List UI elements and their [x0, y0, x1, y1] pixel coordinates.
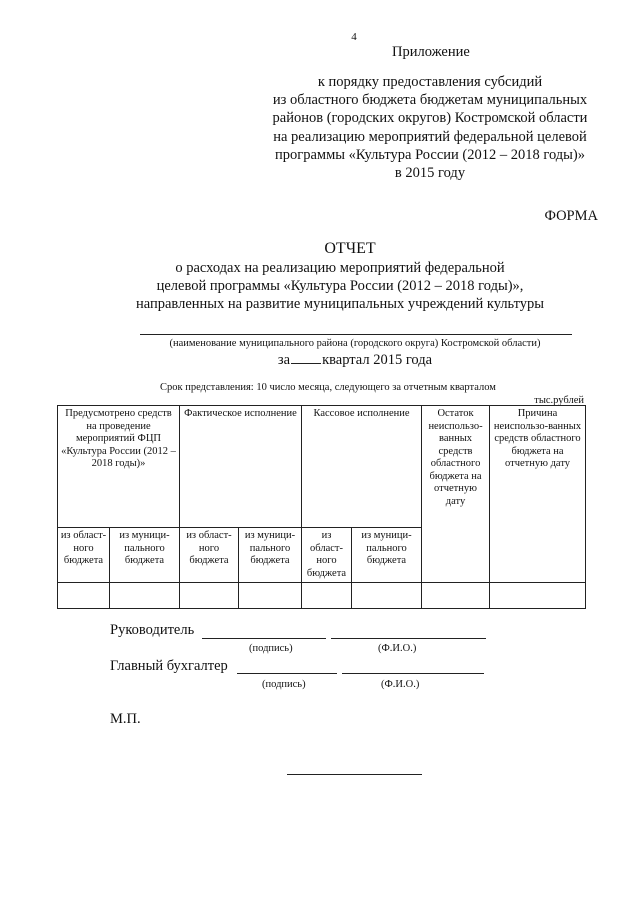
separator-line [287, 774, 422, 775]
appendix-line: районов (городских округов) Костромской области [272, 110, 588, 127]
report-title: ОТЧЕТ [324, 240, 376, 257]
appendix-line: программы «Культура России (2012 – 2018 годы)» [275, 146, 585, 163]
head-name-caption: (Ф.И.О.) [378, 643, 417, 654]
quarter-blank-field[interactable] [291, 352, 321, 364]
appendix-line: в 2015 году [394, 165, 466, 182]
report-period [130, 352, 580, 369]
table-cell[interactable] [490, 583, 586, 609]
accountant-label: Главный бухгалтер [110, 658, 228, 674]
table-cell[interactable] [180, 583, 239, 609]
subheader-municipal-budget: из муници-пального бюджета [352, 528, 422, 583]
table-row [58, 583, 586, 609]
accountant-name-line[interactable] [342, 673, 484, 674]
appendix-text [255, 73, 605, 182]
report-subtitle [120, 259, 560, 313]
report-subtitle-line: целевой программы «Культура России (2012 – 2018 годы)», [156, 278, 524, 294]
head-name-line[interactable] [331, 638, 486, 639]
appendix-line: к порядку предоставления субсидий [317, 74, 543, 90]
appendix-title: Приложение [392, 44, 470, 60]
quarter-prefix: за [277, 352, 291, 368]
municipality-name-caption: (наименование муниципального района (городского округа) Костромской области) [169, 338, 541, 349]
accountant-name-caption: (Ф.И.О.) [381, 679, 420, 690]
head-signature-caption: (подпись) [249, 643, 293, 654]
report-table [57, 405, 586, 609]
header-planned-funds: Предусмотрено средств на проведение мероприятий ФЦП «Культура России (2012 – 2018 годы)» [58, 406, 180, 528]
subheader-regional-budget: из област-ного бюджета [58, 528, 110, 583]
table-cell[interactable] [422, 583, 490, 609]
header-unused-balance: Остаток неиспользо-ванных средств областного бюджета на отчетную дату [422, 406, 490, 583]
table-cell[interactable] [110, 583, 180, 609]
accountant-signature-caption: (подпись) [262, 679, 306, 690]
subheader-municipal-budget: из муници-пального бюджета [239, 528, 302, 583]
submission-deadline: Срок представления: 10 число месяца, следующего за отчетным кварталом [160, 382, 496, 393]
table-cell[interactable] [239, 583, 302, 609]
head-label: Руководитель [110, 622, 195, 638]
report-subtitle-line: о расходах на реализацию мероприятий федеральной [175, 260, 505, 276]
head-signature-line[interactable] [202, 638, 326, 639]
header-actual-execution: Фактическое исполнение [180, 406, 302, 528]
accountant-signature-line[interactable] [237, 673, 337, 674]
header-unused-reason: Причина неиспользо-ванных средств областного бюджета на отчетную дату [490, 406, 586, 583]
header-cash-execution: Кассовое исполнение [302, 406, 422, 528]
subheader-regional-budget: из област-ного бюджета [180, 528, 239, 583]
subheader-regional-budget: из област-ного бюджета [302, 528, 352, 583]
municipality-name-line[interactable] [140, 334, 572, 335]
appendix-line: на реализацию мероприятий федеральной целевой [273, 128, 587, 145]
quarter-suffix: квартал 2015 года [322, 352, 433, 368]
report-subtitle-line: направленных на развитие муниципальных учреждений культуры [135, 296, 545, 312]
appendix-line: из областного бюджета бюджетам муниципальных [272, 92, 588, 109]
form-label: ФОРМА [544, 208, 598, 224]
table-cell[interactable] [352, 583, 422, 609]
subheader-municipal-budget: из муници-пального бюджета [110, 528, 180, 583]
table-cell[interactable] [58, 583, 110, 609]
stamp-label: М.П. [110, 711, 141, 727]
page-number: 4 [351, 31, 357, 43]
currency-units: тыс.рублей [534, 395, 584, 406]
table-cell[interactable] [302, 583, 352, 609]
